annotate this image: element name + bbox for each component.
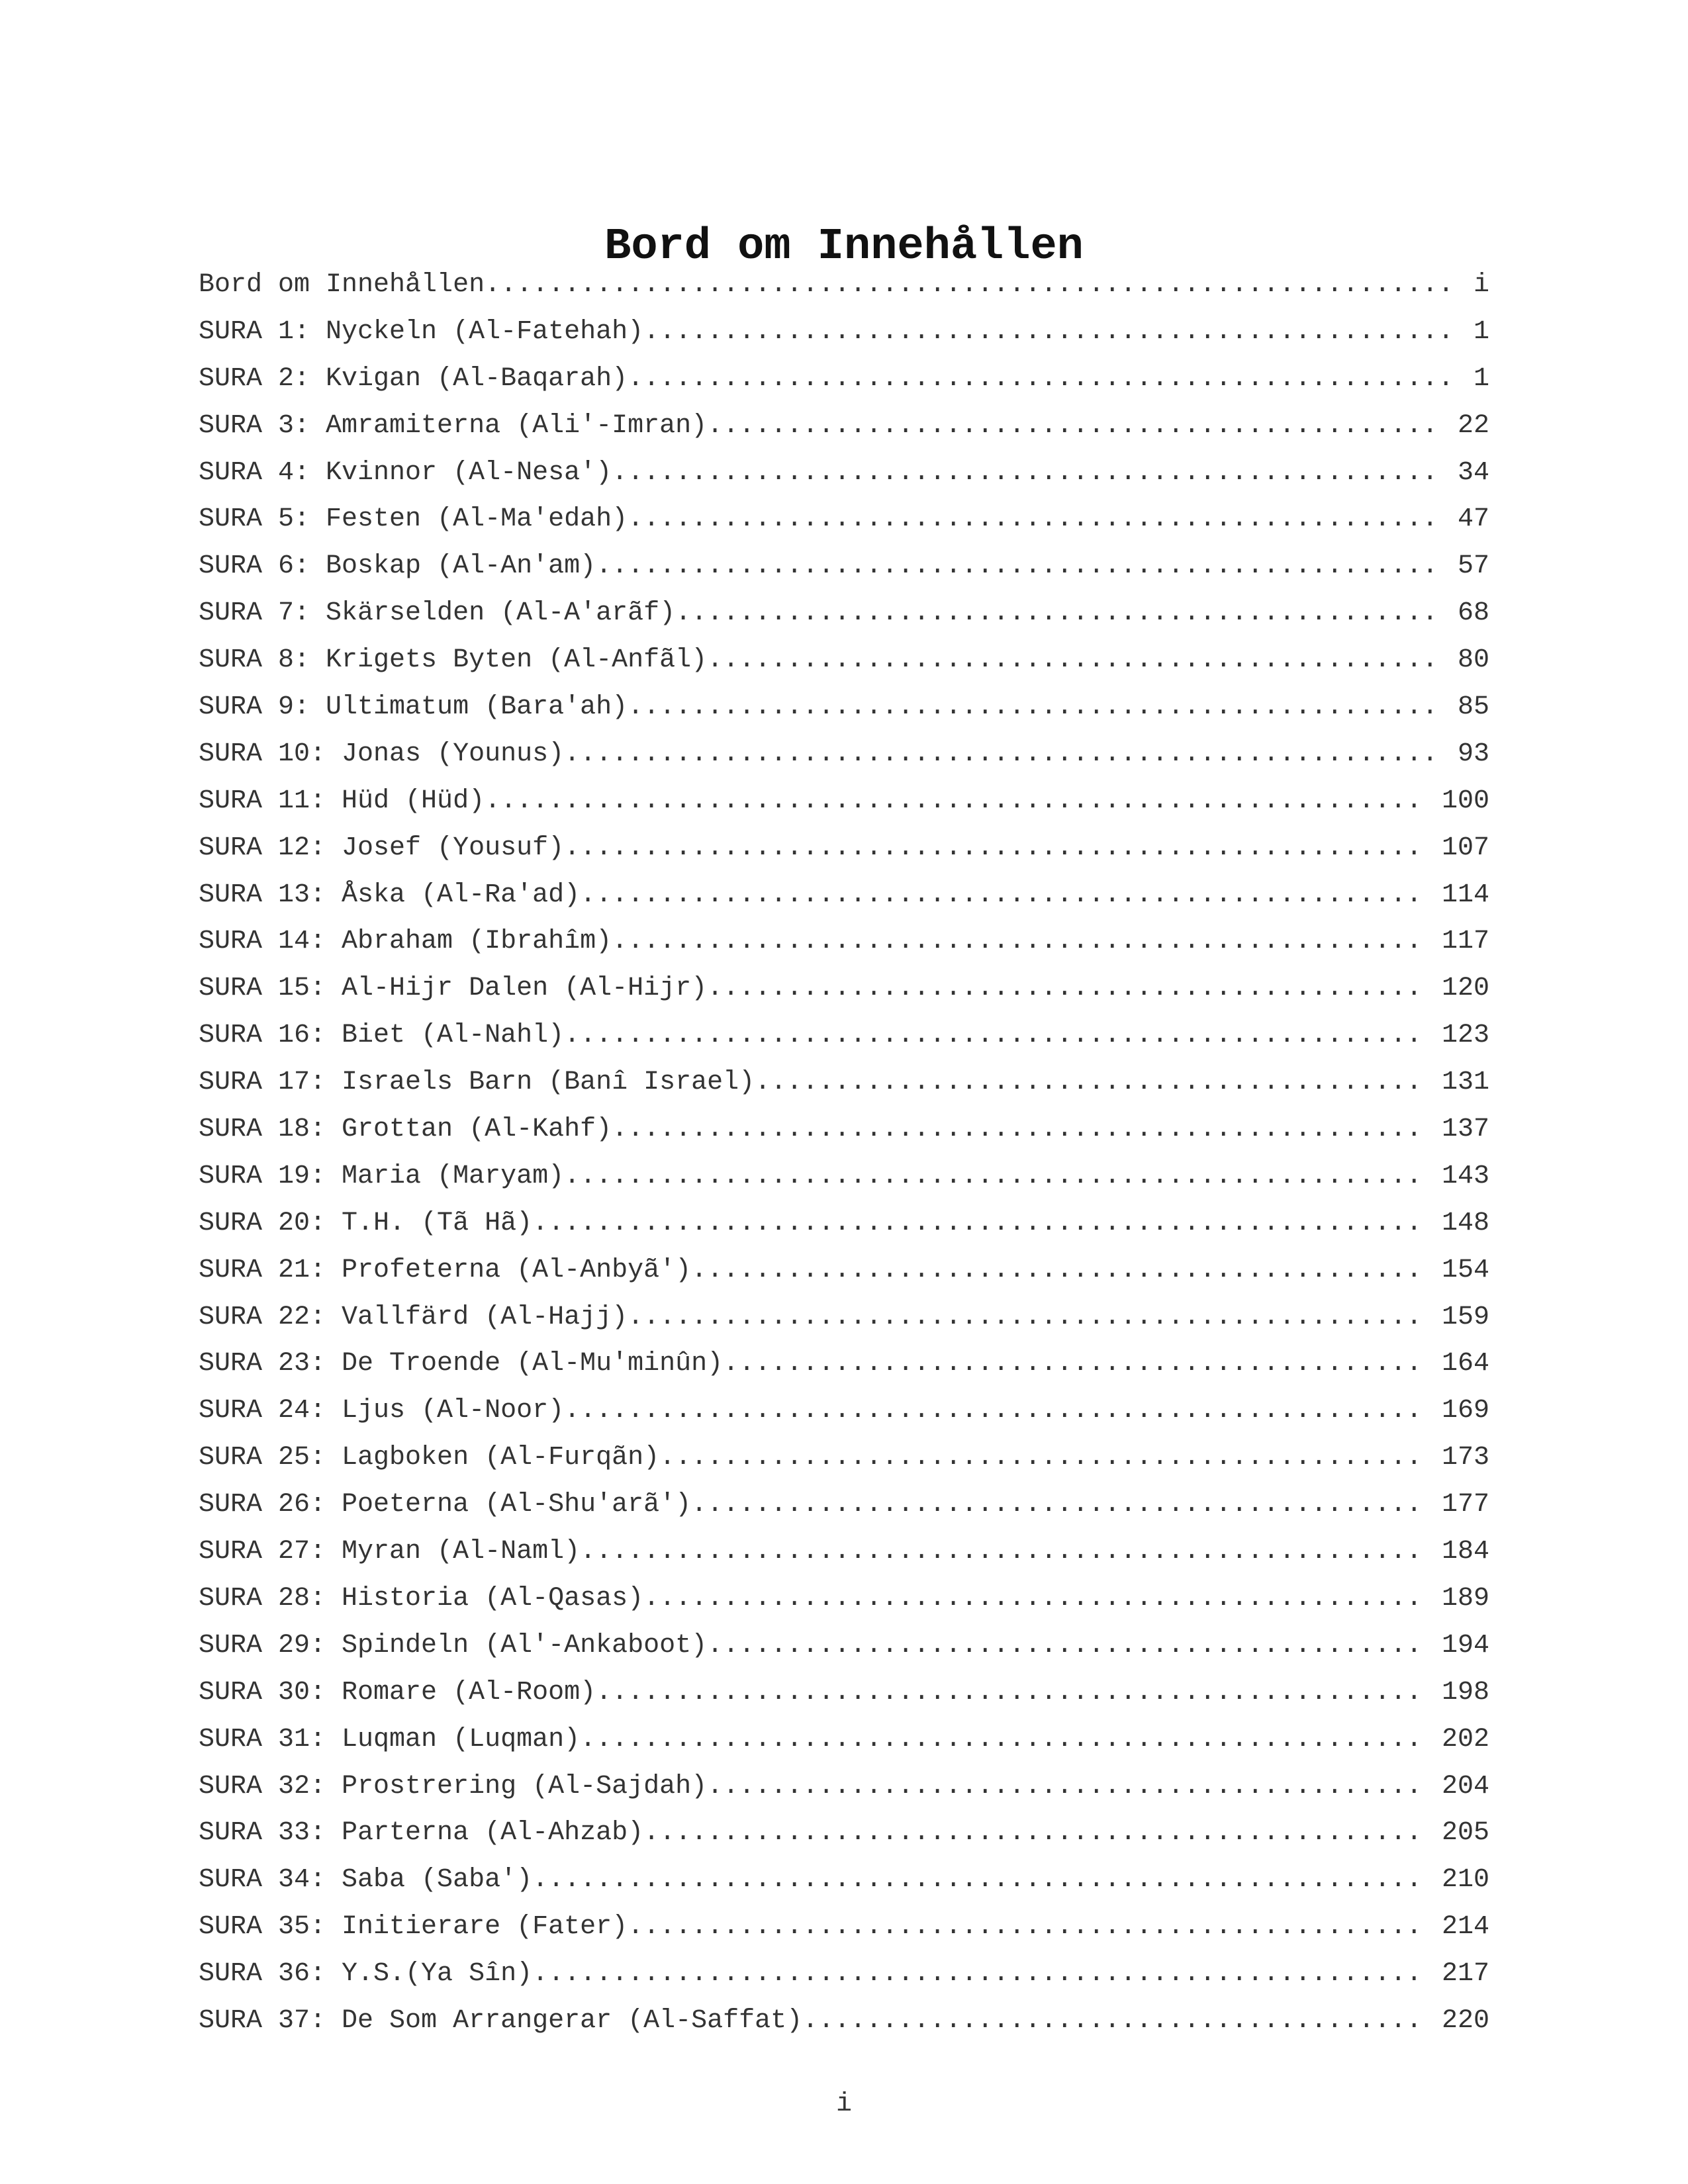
toc-entry-label: SURA 12: Josef (Yousuf) <box>199 833 565 863</box>
toc-entry-label: SURA 25: Lagboken (Al-Furqãn) <box>199 1443 660 1473</box>
toc-entry-label: SURA 27: Myran (Al-Naml) <box>199 1537 581 1567</box>
toc-entry[interactable] <box>199 309 1489 356</box>
toc-entry-page: 148 <box>1441 1208 1489 1238</box>
toc-entry-label: SURA 14: Abraham (Ibrahîm) <box>199 927 612 957</box>
toc-entry-label: SURA 36: Y.S.(Ya Sîn) <box>199 1959 533 1989</box>
toc-entry-page: 164 <box>1441 1349 1489 1379</box>
toc-entry-page: i <box>1473 270 1489 300</box>
toc-entry[interactable] <box>199 637 1489 684</box>
toc-entry[interactable] <box>199 1435 1489 1482</box>
toc-dot-leader <box>691 1248 1426 1295</box>
toc-entry-label: SURA 1: Nyckeln (Al-Fatehah) <box>199 316 644 347</box>
toc-entry-label: SURA 4: Kvinnor (Al-Nesa') <box>199 457 612 488</box>
toc-entry[interactable] <box>199 966 1489 1013</box>
toc-entry[interactable] <box>199 1060 1489 1107</box>
toc-entry-page: 131 <box>1441 1068 1489 1098</box>
toc-dot-leader <box>580 1717 1426 1764</box>
toc-dot-leader <box>643 1576 1426 1623</box>
toc-entry[interactable] <box>199 1154 1489 1201</box>
toc-entry[interactable] <box>199 1810 1489 1857</box>
toc-entry-page: 85 <box>1457 692 1489 723</box>
toc-dot-leader <box>612 919 1426 966</box>
toc-dot-leader <box>564 731 1442 778</box>
toc-dot-leader <box>707 966 1426 1013</box>
toc-dot-leader <box>532 1951 1426 1998</box>
toc-entry-label: SURA 3: Amramiterna (Ali'-Imran) <box>199 410 708 441</box>
toc-entry-page: 194 <box>1441 1630 1489 1661</box>
toc-entry-label: SURA 28: Historia (Al-Qasas) <box>199 1583 644 1614</box>
toc-entry-page: 159 <box>1441 1302 1489 1332</box>
toc-entry-page: 57 <box>1457 551 1489 582</box>
toc-entry-label: SURA 6: Boskap (Al-An'am) <box>199 551 596 582</box>
toc-dot-leader <box>532 1857 1426 1904</box>
toc-entry-label: SURA 2: Kvigan (Al-Baqarah) <box>199 363 628 394</box>
toc-entry-page: 68 <box>1457 598 1489 629</box>
toc-entry-page: 34 <box>1457 457 1489 488</box>
toc-entry-page: 154 <box>1441 1255 1489 1285</box>
toc-entry[interactable] <box>199 872 1489 919</box>
toc-entry[interactable] <box>199 1013 1489 1060</box>
toc-entry[interactable] <box>199 1764 1489 1811</box>
toc-dot-leader <box>564 825 1426 872</box>
toc-entry-page: 189 <box>1441 1583 1489 1614</box>
page-title: Bord om Innehållen <box>604 221 1084 272</box>
toc-entry[interactable] <box>199 1201 1489 1248</box>
toc-entry-page: 220 <box>1441 2005 1489 2036</box>
toc-dot-leader <box>485 262 1458 309</box>
toc-entry[interactable] <box>199 1529 1489 1576</box>
toc-entry-label: SURA 5: Festen (Al-Ma'edah) <box>199 504 628 535</box>
toc-entry[interactable] <box>199 919 1489 966</box>
toc-dot-leader <box>628 1295 1426 1342</box>
toc-entry[interactable] <box>199 1717 1489 1764</box>
toc-entry-label: SURA 8: Krigets Byten (Al-Anfãl) <box>199 645 708 676</box>
toc-entry-page: 47 <box>1457 504 1489 535</box>
toc-dot-leader <box>707 637 1442 684</box>
toc-entry-label: SURA 23: De Troende (Al-Mu'minûn) <box>199 1349 724 1379</box>
toc-entry[interactable] <box>199 1623 1489 1670</box>
toc-entry-label: SURA 16: Biet (Al-Nahl) <box>199 1021 565 1051</box>
toc-entry[interactable] <box>199 1576 1489 1623</box>
toc-entry[interactable] <box>199 1951 1489 1998</box>
toc-entry-label: SURA 17: Israels Barn (Banî Israel) <box>199 1068 755 1098</box>
toc-dot-leader <box>564 1013 1426 1060</box>
toc-dot-leader <box>659 1435 1426 1482</box>
toc-entry[interactable] <box>199 1857 1489 1904</box>
toc-dot-leader <box>691 1482 1426 1529</box>
toc-entry[interactable] <box>199 496 1489 543</box>
toc-entry-page: 173 <box>1441 1443 1489 1473</box>
toc-entry-label: SURA 35: Initierare (Fater) <box>199 1912 628 1942</box>
toc-dot-leader <box>628 356 1458 403</box>
toc-entry-label: Bord om Innehållen <box>199 270 485 300</box>
toc-entry-page: 204 <box>1441 1771 1489 1801</box>
toc-entry-page: 177 <box>1441 1490 1489 1520</box>
toc-entry[interactable] <box>199 1248 1489 1295</box>
toc-entry-page: 1 <box>1473 316 1489 347</box>
toc-entry-page: 117 <box>1441 927 1489 957</box>
toc-dot-leader <box>485 778 1426 825</box>
toc-entry-label: SURA 15: Al-Hijr Dalen (Al-Hijr) <box>199 974 708 1004</box>
toc-entry[interactable] <box>199 543 1489 590</box>
toc-dot-leader <box>612 1107 1426 1154</box>
toc-dot-leader <box>532 1201 1426 1248</box>
toc-entry[interactable] <box>199 1295 1489 1342</box>
toc-entry-label: SURA 10: Jonas (Younus) <box>199 739 565 769</box>
toc-entry-label: SURA 24: Ljus (Al-Noor) <box>199 1396 565 1426</box>
toc-entry-page: 1 <box>1473 363 1489 394</box>
toc-entry-page: 107 <box>1441 833 1489 863</box>
toc-dot-leader <box>723 1341 1426 1388</box>
toc-dot-leader <box>628 1904 1426 1951</box>
toc-entry-label: SURA 22: Vallfärd (Al-Hajj) <box>199 1302 628 1332</box>
toc-dot-leader <box>628 684 1442 731</box>
toc-entry-page: 214 <box>1441 1912 1489 1942</box>
toc-entry-page: 137 <box>1441 1115 1489 1145</box>
toc-entry-label: SURA 9: Ultimatum (Bara'ah) <box>199 692 628 723</box>
toc-dot-leader <box>707 403 1442 450</box>
toc-entry-label: SURA 34: Saba (Saba') <box>199 1865 533 1895</box>
toc-dot-leader <box>580 872 1426 919</box>
toc-dot-leader <box>596 1670 1426 1717</box>
toc-entry[interactable] <box>199 1670 1489 1717</box>
toc-dot-leader <box>755 1060 1426 1107</box>
toc-entry-page: 100 <box>1441 786 1489 816</box>
toc-entry[interactable] <box>199 778 1489 825</box>
toc-entry[interactable] <box>199 1388 1489 1435</box>
toc-entry-label: SURA 33: Parterna (Al-Ahzab) <box>199 1818 644 1848</box>
toc-entry-label: SURA 31: Luqman (Luqman) <box>199 1724 581 1754</box>
toc-entry[interactable] <box>199 450 1489 497</box>
toc-entry-page: 120 <box>1441 974 1489 1004</box>
toc-entry-label: SURA 21: Profeterna (Al-Anbyã') <box>199 1255 692 1285</box>
toc-entry-page: 210 <box>1441 1865 1489 1895</box>
toc-entry-label: SURA 19: Maria (Maryam) <box>199 1161 565 1191</box>
toc-entry-page: 198 <box>1441 1677 1489 1707</box>
toc-entry[interactable] <box>199 1341 1489 1388</box>
toc-entry-label: SURA 26: Poeterna (Al-Shu'arã') <box>199 1490 692 1520</box>
toc-entry-label: SURA 13: Åska (Al-Ra'ad) <box>199 880 581 910</box>
toc-dot-leader <box>707 1623 1426 1670</box>
toc-entry-label: SURA 30: Romare (Al-Room) <box>199 1677 596 1707</box>
toc-entry-page: 217 <box>1441 1959 1489 1989</box>
toc-dot-leader <box>564 1388 1426 1435</box>
toc-dot-leader <box>580 1529 1426 1576</box>
toc-entry-page: 22 <box>1457 410 1489 441</box>
toc-dot-leader <box>707 1764 1426 1811</box>
toc-entry-page: 93 <box>1457 739 1489 769</box>
table-of-contents <box>199 262 1489 2045</box>
toc-dot-leader <box>675 590 1442 637</box>
toc-entry-label: SURA 37: De Som Arrangerar (Al-Saffat) <box>199 2005 803 2036</box>
toc-entry-page: 169 <box>1441 1396 1489 1426</box>
toc-entry-label: SURA 18: Grottan (Al-Kahf) <box>199 1115 612 1145</box>
toc-entry-page: 123 <box>1441 1021 1489 1051</box>
toc-entry-label: SURA 29: Spindeln (Al'-Ankaboot) <box>199 1630 708 1661</box>
toc-entry-page: 80 <box>1457 645 1489 676</box>
toc-entry[interactable] <box>199 1107 1489 1154</box>
toc-entry[interactable] <box>199 731 1489 778</box>
toc-entry[interactable] <box>199 262 1489 309</box>
toc-entry[interactable] <box>199 403 1489 450</box>
toc-entry-label: SURA 32: Prostrering (Al-Sajdah) <box>199 1771 708 1801</box>
page-number: i <box>835 2089 852 2119</box>
toc-entry-page: 202 <box>1441 1724 1489 1754</box>
toc-entry-page: 184 <box>1441 1537 1489 1567</box>
toc-dot-leader <box>564 1154 1426 1201</box>
toc-entry[interactable] <box>199 1482 1489 1529</box>
toc-dot-leader <box>628 496 1442 543</box>
toc-entry[interactable] <box>199 684 1489 731</box>
toc-entry-page: 114 <box>1441 880 1489 910</box>
toc-entry[interactable] <box>199 590 1489 637</box>
toc-dot-leader <box>643 1810 1426 1857</box>
toc-entry[interactable] <box>199 1904 1489 1951</box>
toc-entry-label: SURA 7: Skärselden (Al-A'arãf) <box>199 598 676 629</box>
toc-entry-label: SURA 20: T.H. (Tã Hã) <box>199 1208 533 1238</box>
toc-dot-leader <box>643 309 1458 356</box>
toc-entry[interactable] <box>199 825 1489 872</box>
toc-dot-leader <box>612 450 1442 497</box>
toc-entry[interactable] <box>199 1998 1489 2045</box>
toc-entry-page: 205 <box>1441 1818 1489 1848</box>
toc-dot-leader <box>802 1998 1426 2045</box>
toc-entry-page: 143 <box>1441 1161 1489 1191</box>
toc-entry-label: SURA 11: Hüd (Hüd) <box>199 786 485 816</box>
toc-dot-leader <box>596 543 1442 590</box>
toc-entry[interactable] <box>199 356 1489 403</box>
